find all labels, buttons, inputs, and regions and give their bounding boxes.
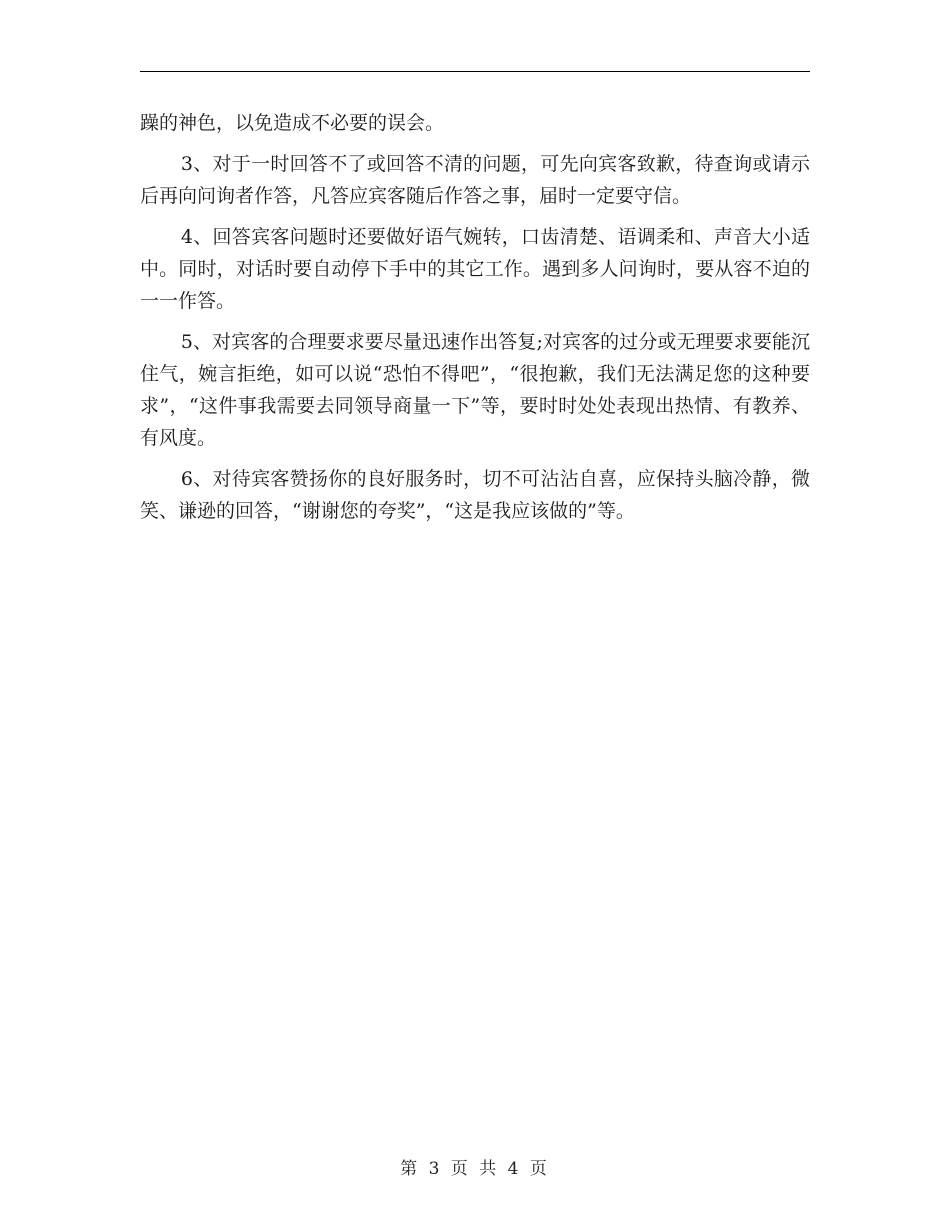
- paragraph-item-4: 4、回答宾客问题时还要做好语气婉转，口齿清楚、语调柔和、声音大小适中。同时，对话时要自动停下手中的其它工作。遇到多人问询时，要从容不迫的一一作答。: [140, 226, 810, 312]
- paragraph-item-6: 6、对待宾客赞扬你的良好服务时，切不可沾沾自喜，应保持头脑冷静，微笑、谦逊的回答，“谢谢您的夸奖”，“这是我应该做的”等。: [140, 468, 810, 522]
- paragraph-item-5: 5、对宾客的合理要求要尽量迅速作出答复;对宾客的过分或无理要求要能沉住气，婉言拒绝，如可以说“恐怕不得吧”，“很抱歉，我们无法满足您的这种要求”，“这件事我需要去同领导商量一下”等，要时时处处表现出热情、有教养、有风度。: [140, 331, 810, 449]
- paragraph-item-3: 3、对于一时回答不了或回答不清的问题，可先向宾客致歉，待查询或请示后再向问询者作答，凡答应宾客随后作答之事，届时一定要守信。: [140, 153, 810, 207]
- header-rule: [140, 71, 810, 72]
- paragraph-continuation: 躁的神色，以免造成不必要的误会。: [140, 112, 445, 134]
- page-number: 第 3 页 共 4 页: [400, 1159, 550, 1179]
- document-body: [140, 107, 810, 527]
